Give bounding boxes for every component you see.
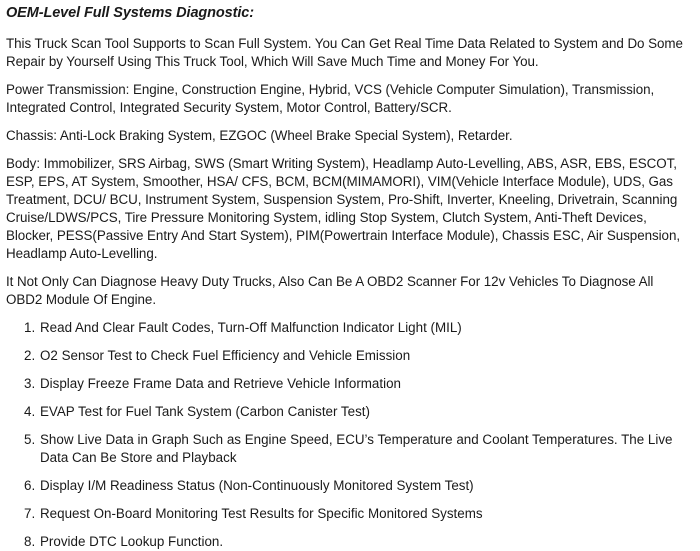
- list-item: [6, 347, 690, 365]
- list-item: [6, 403, 690, 421]
- list-item-number: 6.: [24, 478, 36, 493]
- feature-list: [6, 319, 690, 551]
- list-item-number: 4.: [24, 404, 36, 419]
- list-item-text: O2 Sensor Test to Check Fuel Efficiency and Vehicle Emission: [40, 348, 411, 363]
- list-item-text: Read And Clear Fault Codes, Turn-Off Malfunction Indicator Light (MIL): [40, 320, 462, 335]
- list-item: [6, 505, 690, 523]
- list-item-text: Request On-Board Monitoring Test Results for Specific Monitored Systems: [40, 506, 483, 521]
- list-item-text: Provide DTC Lookup Function.: [40, 534, 224, 549]
- intro-paragraph: This Truck Scan Tool Supports to Scan Full System. You Can Get Real Time Data Related to System and Do Some Repair by Yourself Using This Truck Tool, Which Will Save Much Time and Money For You.: [6, 36, 683, 69]
- list-item-text: Display I/M Readiness Status (Non-Continuously Monitored System Test): [40, 478, 474, 493]
- document-title: OEM-Level Full Systems Diagnostic:: [6, 5, 254, 21]
- list-item-number: 1.: [24, 320, 36, 335]
- list-item: [6, 431, 690, 467]
- obd2-paragraph: It Not Only Can Diagnose Heavy Duty Trucks, Also Can Be A OBD2 Scanner For 12v Vehicles To Diagnose All OBD2 Module Of Engine.: [6, 274, 654, 307]
- list-item: [6, 477, 690, 495]
- list-item: [6, 375, 690, 393]
- body-paragraph: Body: Immobilizer, SRS Airbag, SWS (Smart Writing System), Headlamp Auto-Levelling, ABS, ASR, EBS, ESCOT, ESP, EPS, AT System, Smoother, HSA/ CFS, BCM, BCM(MIMAMORI), VIM(Vehicle Interface Module), UDS, Gas Treatment, DCU/ BCU, Instrument System, Suspension System, Pro-Shift, Inverter, Kneeling, Drivetrain, Scanning Cruise/LDWS/PCS, Tire Pressure Monitoring System, idling Stop System, Clutch System, Anti-Theft Devices, Blocker, PESS(Passive Entry And Start System), PIM(Powertrain Interface Module), Chassis ESC, Air Suspension, Headlamp Auto-Levelling.: [6, 156, 681, 261]
- list-item-text: EVAP Test for Fuel Tank System (Carbon Canister Test): [40, 404, 370, 419]
- list-item-number: 7.: [24, 506, 36, 521]
- list-item-number: 8.: [24, 534, 36, 549]
- list-item: [6, 533, 690, 551]
- list-item: [6, 319, 690, 337]
- chassis-paragraph: Chassis: Anti-Lock Braking System, EZGOC (Wheel Brake Special System), Retarder.: [6, 128, 513, 143]
- list-item-number: 2.: [24, 348, 36, 363]
- list-item-text: Display Freeze Frame Data and Retrieve Vehicle Information: [40, 376, 401, 391]
- list-item-text: Show Live Data in Graph Such as Engine Speed, ECU’s Temperature and Coolant Temperatures. The Live Data Can Be Store and Playback: [40, 432, 673, 465]
- list-item-number: 5.: [24, 432, 36, 447]
- list-item-number: 3.: [24, 376, 36, 391]
- power-transmission-paragraph: Power Transmission: Engine, Construction Engine, Hybrid, VCS (Vehicle Computer Simulation), Transmission, Integrated Control, Integrated Security System, Motor Control, Battery/SCR.: [6, 82, 655, 115]
